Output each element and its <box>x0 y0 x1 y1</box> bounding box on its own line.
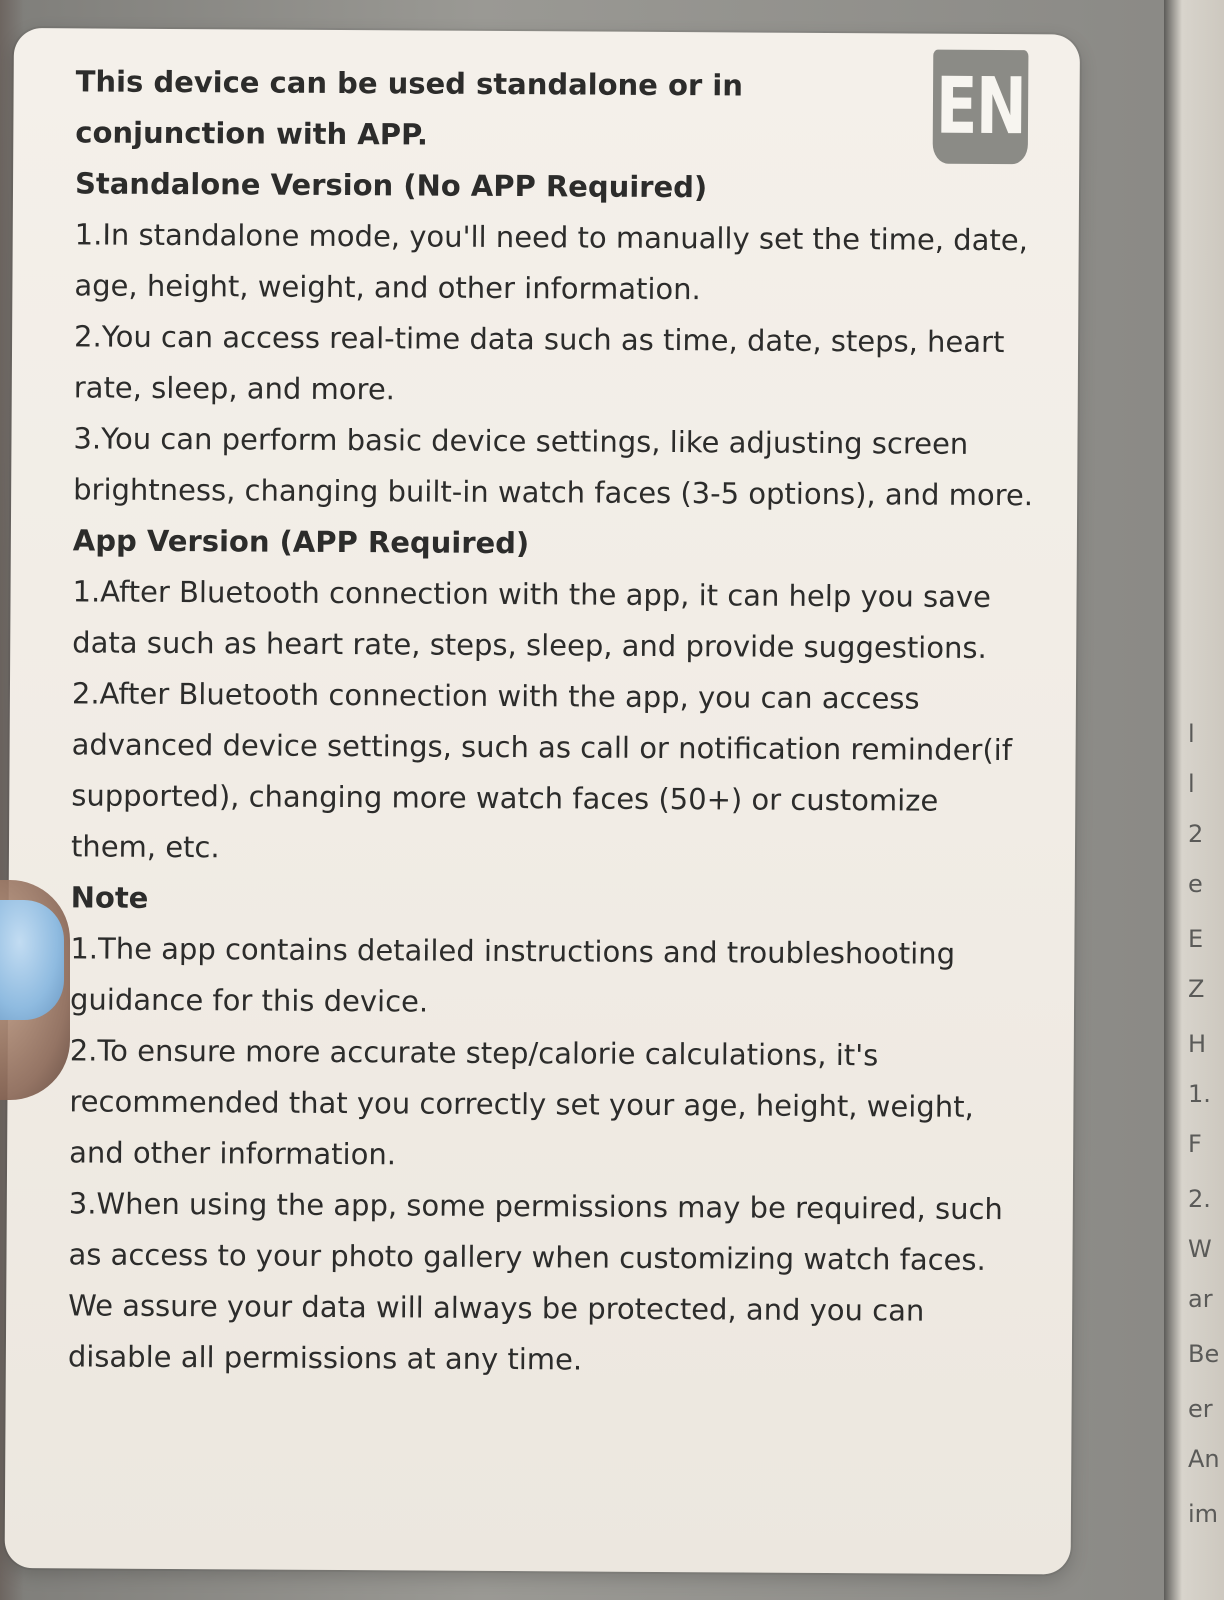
edge-fragment: Z <box>1188 975 1205 1003</box>
adjacent-page-edge <box>1164 0 1224 1600</box>
edge-fragment: An <box>1188 1445 1220 1473</box>
edge-fragment: im <box>1188 1500 1219 1528</box>
instruction-sheet <box>5 28 1080 1574</box>
standalone-heading: Standalone Version (No APP Required) <box>74 166 708 205</box>
note-item: 2.To ensure more accurate step/calorie calculations, it's recommended that you correctly set your age, height, weight, and other information. <box>69 1033 974 1172</box>
app-item: 2.After Bluetooth connection with the app, you can access advanced device settings, such as call or notification reminder(if supported), changing more watch faces (50+) or customize them, etc. <box>70 676 1013 865</box>
app-heading: App Version (APP Required) <box>72 523 530 561</box>
intro-text: This device can be used standalone or in conjunction with APP. <box>75 64 744 152</box>
note-item: 3.When using the app, some permissions may be required, such as access to your photo gallery when customizing watch faces. We assure your data will always be protected, and you can disable all permissions at any time. <box>67 1186 1003 1377</box>
language-badge: EN <box>933 50 1029 165</box>
sheet-content <box>68 56 1036 1388</box>
edge-fragment: H <box>1188 1030 1207 1058</box>
edge-fragment: W <box>1188 1235 1212 1263</box>
standalone-item: 1.In standalone mode, you'll need to manually set the time, date, age, height, weight, and other information. <box>74 217 1028 307</box>
note-item: 1.The app contains detailed instructions and troubleshooting guidance for this device. <box>69 931 956 1019</box>
edge-fragment: 2 <box>1188 820 1204 848</box>
edge-fragment: Be <box>1188 1340 1220 1368</box>
standalone-item: 2.You can access real-time data such as time, date, steps, heart rate, sleep, and more. <box>73 319 1005 407</box>
edge-fragment: er <box>1188 1395 1213 1423</box>
edge-fragment: E <box>1188 925 1204 953</box>
edge-fragment: F <box>1188 1130 1202 1158</box>
edge-fragment: l <box>1188 770 1195 798</box>
edge-fragment: l <box>1188 720 1195 748</box>
note-heading: Note <box>70 880 149 915</box>
edge-fragment: e <box>1188 870 1203 898</box>
app-item: 1.After Bluetooth connection with the app, it can help you save data such as heart rate, steps, sleep, and provide suggestions. <box>72 574 992 665</box>
painted-fingernail <box>0 900 64 1020</box>
edge-fragment: 2. <box>1188 1185 1211 1213</box>
edge-fragment: ar <box>1188 1285 1213 1313</box>
edge-fragment: 1. <box>1188 1080 1211 1108</box>
standalone-item: 3.You can perform basic device settings, like adjusting screen brightness, changing built-in watch faces (3-5 options), and more. <box>73 421 1034 513</box>
